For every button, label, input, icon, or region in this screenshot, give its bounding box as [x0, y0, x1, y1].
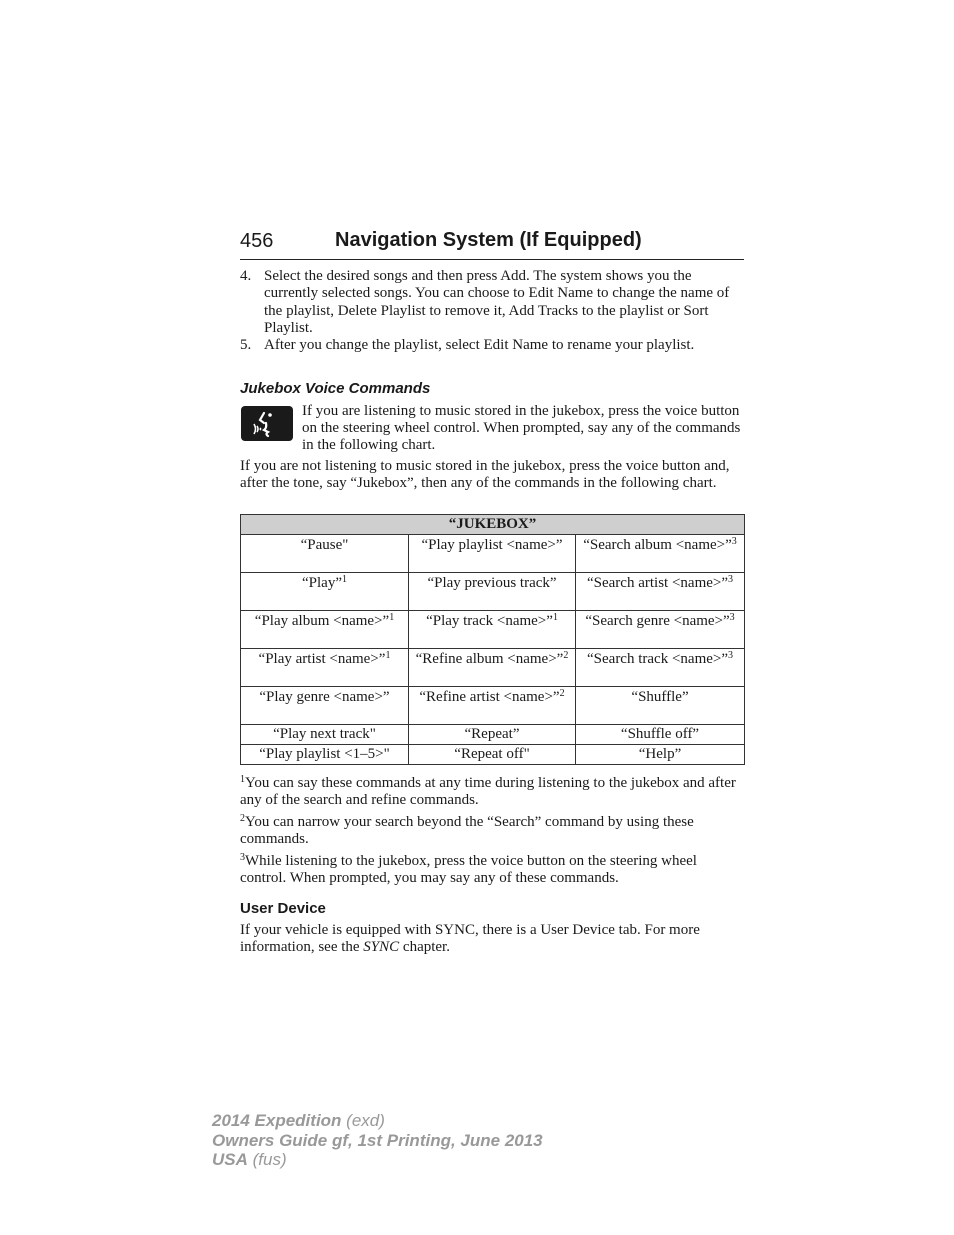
command-text: “Search track <name>” [587, 651, 729, 667]
footnote-ref: 2 [559, 688, 565, 699]
command-text: “Refine album <name>” [415, 651, 564, 667]
section-heading-jukebox: Jukebox Voice Commands [240, 380, 431, 397]
footnote-marker: 2 [240, 813, 245, 824]
step-number: 4. [240, 268, 252, 284]
footer-region: USA [212, 1150, 248, 1169]
table-cell [576, 573, 745, 611]
footer-line-region [212, 1150, 543, 1170]
command-text: “Play previous track” [427, 575, 557, 591]
table-row [241, 649, 745, 687]
table-row [241, 611, 745, 649]
footnote-1 [240, 775, 744, 809]
user-device-text-part: chapter. [399, 939, 450, 955]
table-cell [576, 725, 745, 745]
footnote-ref: 2 [563, 650, 569, 661]
table-cell [409, 611, 576, 649]
footnote-marker: 3 [240, 852, 245, 863]
section-heading-user-device: User Device [240, 900, 326, 917]
command-text: “Search artist <name>” [586, 575, 729, 591]
page-footer [212, 1111, 543, 1170]
footnote-ref: 3 [728, 650, 734, 661]
table-cell [241, 649, 409, 687]
footnote-ref: 3 [728, 574, 734, 585]
command-text: “Repeat off" [454, 746, 530, 762]
table-cell [576, 649, 745, 687]
table-cell [576, 687, 745, 725]
table-cell [241, 687, 409, 725]
page-title: Navigation System (If Equipped) [335, 229, 642, 251]
command-text: “Play album <name>” [254, 613, 390, 629]
user-device-text [240, 922, 744, 956]
voice-command-icon-glyph [241, 406, 293, 441]
table-row [241, 745, 745, 765]
command-text: “Search album <name>” [583, 537, 732, 553]
footnote-text: While listening to the jukebox, press the voice button on the steering wheel control. When prompted, you may say any of these commands. [240, 853, 697, 886]
table-cell [409, 745, 576, 765]
sync-chapter-reference: SYNC [363, 939, 400, 955]
step-item [240, 268, 744, 337]
command-text: “Play next track" [273, 726, 376, 742]
table-cell [241, 573, 409, 611]
footer-model-code: (exd) [341, 1111, 385, 1130]
command-text: “Play playlist <1–5>" [259, 746, 390, 762]
jukebox-alt-text: If you are not listening to music stored in the jukebox, press the voice button and, after the tone, say “Jukebox”, then any of the commands in the following chart. [240, 458, 730, 491]
footnote-text: You can say these commands at any time during listening to the jukebox and after any of the search and refine commands. [240, 775, 736, 808]
footnote-text: You can narrow your search beyond the “Search” command by using these commands. [240, 814, 694, 847]
footnote-ref: 3 [729, 612, 735, 623]
page-header [240, 229, 744, 260]
footnote-ref: 3 [731, 536, 737, 547]
jukebox-commands-table [240, 514, 745, 765]
table-cell [409, 649, 576, 687]
footer-region-code: (fus) [247, 1150, 287, 1169]
table-row [241, 535, 745, 573]
footnote-ref: 1 [385, 650, 391, 661]
user-device-text-part: If your vehicle is equipped with SYNC, there is a User Device tab. For more information, see the [240, 922, 700, 955]
command-text: “Shuffle” [631, 689, 689, 705]
footnote-3 [240, 853, 744, 887]
step-text: After you change the playlist, select Edit Name to rename your playlist. [264, 337, 695, 354]
command-text: “Play playlist <name>” [421, 537, 563, 553]
table-header: “JUKEBOX” [241, 515, 745, 535]
command-text: “Play genre <name>” [259, 689, 390, 705]
page-number: 456 [240, 230, 274, 252]
table-cell [409, 725, 576, 745]
table-cell [576, 611, 745, 649]
command-text: “Play track <name>” [426, 613, 553, 629]
table-cell [409, 573, 576, 611]
footnote-2 [240, 814, 744, 848]
table-cell [576, 745, 745, 765]
step-item [240, 337, 744, 354]
playlist-steps [240, 268, 744, 354]
voice-command-icon [241, 406, 293, 441]
command-text: “Play” [302, 575, 342, 591]
footer-guide: Owners Guide gf, 1st Printing, June 2013 [212, 1130, 543, 1150]
step-text: Select the desired songs and then press Add. The system shows you the currently selected songs. You can choose to Edit Name to change the name of the playlist, Delete Playlist to remove it, Add Tracks to the playlist or Sort Playlist. [264, 268, 730, 336]
command-text: “Search genre <name>” [585, 613, 730, 629]
table-row [241, 687, 745, 725]
table-cell [241, 725, 409, 745]
footer-line-model [212, 1111, 543, 1131]
table-cell [241, 535, 409, 573]
footer-model: 2014 Expedition [212, 1111, 342, 1130]
table-cell [241, 745, 409, 765]
command-text: “Help” [638, 746, 682, 762]
command-text: “Shuffle off” [620, 726, 700, 742]
table-cell [409, 535, 576, 573]
command-text: “Refine artist <name>” [419, 689, 560, 705]
table-row [241, 573, 745, 611]
command-text: “Repeat” [464, 726, 520, 742]
step-number: 5. [240, 337, 252, 354]
command-text: “Pause" [300, 537, 349, 553]
footnote-ref: 1 [341, 574, 347, 585]
table-cell [241, 611, 409, 649]
table-cell [576, 535, 745, 573]
command-text: “Play artist <name>” [258, 651, 386, 667]
table-cell [409, 687, 576, 725]
footnote-ref: 1 [389, 612, 395, 623]
jukebox-intro-text: If you are listening to music stored in the jukebox, press the voice button on the steering wheel control. When prompted, say any of the commands in the following chart. [302, 403, 741, 453]
footer-line-guide [212, 1131, 543, 1151]
footnote-marker: 1 [240, 774, 245, 785]
table-row [241, 725, 745, 745]
footnote-ref: 1 [552, 612, 558, 623]
